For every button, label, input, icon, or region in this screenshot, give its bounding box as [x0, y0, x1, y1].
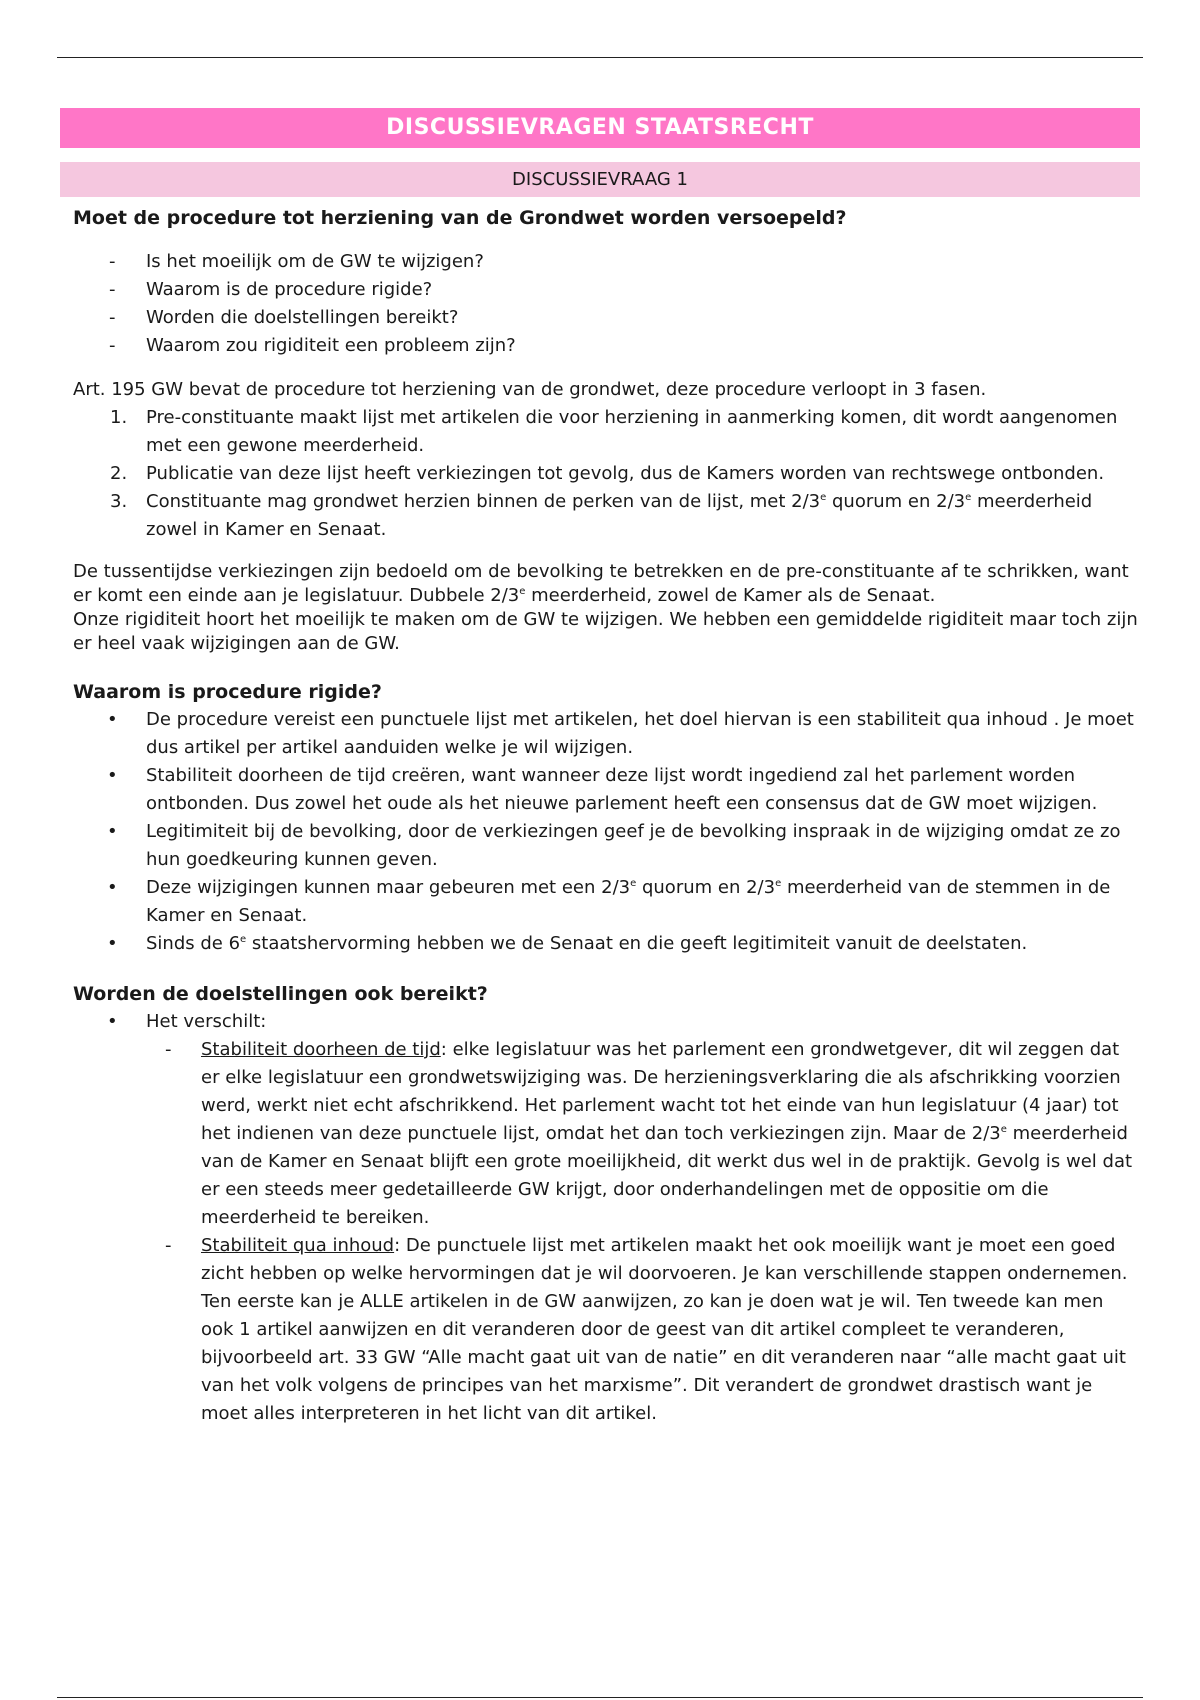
list-item: - Stabiliteit doorheen de tijd: elke legislatuur was het parlement een grondwetgever, dit wil zeggen dat er elke legislatuur een grondwetswijziging was. De herzieningsverklaring die als afschrikking voorzien werd, werkt niet echt afschrikkend. Het parlement wacht tot het einde van hun legislatuur (4 jaar) tot het indienen van deze punctuele lijst, omdat het dan toch verkiezingen zijn. Maar de 2/3e meerderheid van de Kamer en Senaat blijft een grote moeilijkheid, dit werkt dus wel in de praktijk. Gevolg is wel dat er een steeds meer gedetailleerde GW krijgt, door onderhandelingen met de oppositie om die meerderheid te bereiken.: [60, 1036, 1140, 1232]
question-number: DISCUSSIEVRAAG 1: [60, 162, 1140, 197]
goals-list: [60, 1008, 1140, 1428]
list-item: 2. Publicatie van deze lijst heeft verkiezingen tot gevolg, dus de Kamers worden van rechtswege ontbonden.: [110, 463, 1105, 484]
list-item: • Het verschilt: - Stabiliteit doorheen de tijd: elke legislatuur was het parlement een grondwetgever, dit wil zeggen dat er elke legislatuur een grondwetswijziging was. De herzieningsverklaring die als afschrikking voorzien werd, werkt niet echt afschrikkend. Het parlement wacht tot het einde van hun legislatuur (4 jaar) tot het indienen van deze punctuele lijst, omdat het dan toch verkiezingen zijn. Maar de 2/3e meerderheid van de Kamer en Senaat blijft een grote moeilijkheid, dit werkt dus wel in de praktijk. Gevolg is wel dat er een steeds meer gedetailleerde GW krijgt, door onderhandelingen met de oppositie om die meerderheid te bereiken. - Stabiliteit qua inhoud: De punctuele lijst met artikelen maakt het ook moeilijk want je moet een goed zicht hebben op welke hervormingen dat je wil doorvoeren. Je kan verschillende stappen ondernemen. Ten eerste kan je ALLE artikelen in de GW aanwijzen, zo kan je doen wat je wil. Ten tweede kan men ook 1 artikel aanwijzen en dit veranderen door de geest van dit artikel compleet te veranderen, bijvoorbeeld art. 33 GW “Alle macht gaat uit van de natie” en dit veranderen naar “alle macht gaat uit van het volk volgens de principes van het marxisme”. Dit verandert de grondwet drastisch want je moet alles interpreteren in het licht van dit artikel.: [60, 1008, 1140, 1428]
question-title: Moet de procedure tot herziening van de Grondwet worden versoepeld?: [73, 207, 847, 229]
rigid-reasons-list: [60, 706, 1140, 958]
list-item: • Legitimiteit bij de bevolking, door de verkiezingen geef je de bevolking inspraak in de wijziging omdat ze zo hun goedkeuring kunnen geven.: [60, 818, 1140, 874]
list-item: • Stabiliteit doorheen de tijd creëren, want wanneer deze lijst wordt ingediend zal het parlement worden ontbonden. Dus zowel het oude als het nieuwe parlement heeft een consensus dat de GW moet wijzigen.: [60, 762, 1140, 818]
bottom-rule: [57, 1697, 1143, 1698]
sub-question-list: [60, 248, 1140, 360]
phase-list: [60, 404, 1140, 544]
section-heading-goals: Worden de doelstellingen ook bereikt?: [73, 983, 488, 1005]
list-item: • Deze wijzigingen kunnen maar gebeuren met een 2/3e quorum en 2/3e meerderheid van de stemmen in de Kamer en Senaat.: [60, 874, 1140, 930]
document-body: [60, 108, 1140, 1428]
document-title: DISCUSSIEVRAGEN STAATSRECHT: [60, 108, 1140, 148]
list-item: • De procedure vereist een punctuele lijst met artikelen, het doel hiervan is een stabiliteit qua inhoud . Je moet dus artikel per artikel aanduiden welke je wil wijzigen.: [60, 706, 1140, 762]
list-item: - Is het moeilijk om de GW te wijzigen?: [60, 248, 1140, 276]
list-item: 3. Constituante mag grondwet herzien binnen de perken van de lijst, met 2/3e quorum en 2/3e meerderheid zowel in Kamer en Senaat.: [110, 491, 1093, 540]
list-item: 1. Pre-constituante maakt lijst met artikelen die voor herziening in aanmerking komen, dit wordt aangenomen met een gewone meerderheid.: [110, 407, 1118, 456]
list-item: - Worden die doelstellingen bereikt?: [60, 304, 1140, 332]
list-item: - Stabiliteit qua inhoud: De punctuele lijst met artikelen maakt het ook moeilijk want je moet een goed zicht hebben op welke hervormingen dat je wil doorvoeren. Je kan verschillende stappen ondernemen. Ten eerste kan je ALLE artikelen in de GW aanwijzen, zo kan je doen wat je wil. Ten tweede kan men ook 1 artikel aanwijzen en dit veranderen door de geest van dit artikel compleet te veranderen, bijvoorbeeld art. 33 GW “Alle macht gaat uit van de natie” en dit veranderen naar “alle macht gaat uit van het volk volgens de principes van het marxisme”. Dit verandert de grondwet drastisch want je moet alles interpreteren in het licht van dit artikel.: [60, 1232, 1140, 1428]
list-item: • Sinds de 6e staatshervorming hebben we de Senaat en die geeft legitimiteit vanuit de deelstaten.: [60, 930, 1140, 958]
rigidity-paragraph: Onze rigiditeit hoort het moeilijk te maken om de GW te wijzigen. We hebben een gemiddelde rigiditeit maar toch zijn er heel vaak wijzigingen aan de GW.: [73, 609, 1138, 654]
goals-sublist: [146, 1036, 1140, 1428]
list-item: - Waarom zou rigiditeit een probleem zijn?: [60, 332, 1140, 360]
elections-paragraph: De tussentijdse verkiezingen zijn bedoeld om de bevolking te betrekken en de pre-constituante af te schrikken, want er komt een einde aan je legislatuur. Dubbele 2/3e meerderheid, zowel de Kamer als de Senaat.: [73, 561, 1129, 606]
section-heading-rigid: Waarom is procedure rigide?: [73, 681, 382, 703]
intro-paragraph: Art. 195 GW bevat de procedure tot herziening van de grondwet, deze procedure verloopt in 3 fasen.: [73, 379, 987, 400]
list-item: - Waarom is de procedure rigide?: [60, 276, 1140, 304]
top-rule: [57, 57, 1143, 58]
